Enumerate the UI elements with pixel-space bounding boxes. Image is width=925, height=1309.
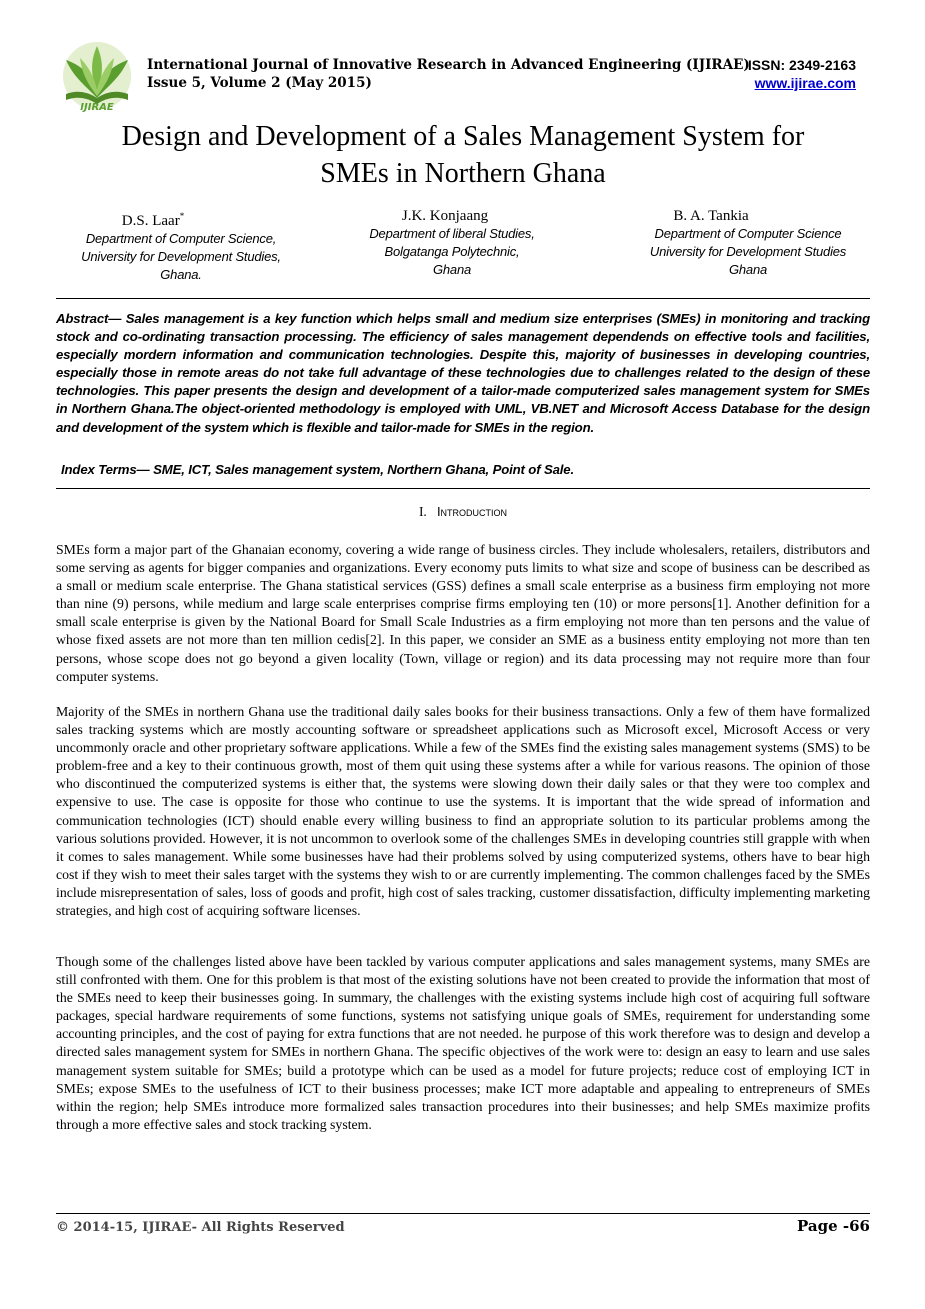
paper-title — [56, 118, 870, 192]
section-title: Introduction — [436, 504, 508, 519]
author-name-text: D.S. Laar — [121, 213, 180, 229]
author-block — [56, 207, 306, 284]
abstract: Abstract— Sales management is a key function which helps small and medium size enterprises (SMEs) in monitoring and tracking stock and co-ordinating transaction processing. The efficiency of sales management dependends on effective tools and facilities, especially mordern information and communication technologies. Despite this, majority of businesses in developing countries, especially those in remote areas do not take full advantage of these technologies due to challenges related to the design of these technologies. This paper presents the design and development of a tailor-made computerized sales management system for SMEs in Northern Ghana.The object-oriented methodology is employed with UML, VB.NET and Microsoft Access Database for the design and development of the system which is flexible and tailor-made for SMEs in the region. — [56, 311, 870, 435]
author-affiliation-org: University for Development Studies, — [81, 249, 281, 264]
body-paragraph: SMEs form a major part of the Ghanaian economy, covering a wide range of business circles. They include wholesalers, retailers, distributors and some serving as agents for bigger companies and organizations. Every economy puts limits to what size and scope of business can be described as a small or medium scale enterprise. The Ghana statistical services (GSS) defines a small scale enterprise as a business firm employing not more than nine (9) persons, while medium and large scale enterprises comprise firms employing ten (10) or more persons[1]. Another definition for a small scale enterprise is given by the National Board for Small Scale Industries as a firm employing not more than ten persons and the value of whose fixed assets are not more than ten million cedis[2]. In this paper, we consider an SME as a business entity employing not more than ten persons, whose scope does not go beyond a given locality (Town, village or region) and its data processing may not require more than four computer systems. — [56, 542, 870, 684]
title-line-2: SMEs in Northern Ghana — [320, 158, 606, 189]
author-name: J.K. Konjaang — [401, 208, 489, 224]
divider — [56, 298, 870, 299]
author-block — [626, 207, 870, 279]
title-line-1: Design and Development of a Sales Management System for — [121, 121, 805, 152]
issn: ISSN: 2349-2163 — [747, 57, 856, 73]
author-affiliation-country: Ghana — [432, 262, 472, 277]
index-terms: Index Terms— SME, ICT, Sales management system, Northern Ghana, Point of Sale. — [61, 462, 575, 477]
author-affiliation-org: Bolgatanga Polytechnic, — [384, 244, 520, 259]
section-number: I. — [418, 504, 427, 519]
journal-name: International Journal of Innovative Research in Advanced Engineering (IJIRAE) — [147, 57, 750, 73]
journal-website-link[interactable]: www.ijirae.com — [754, 75, 856, 91]
author-name: B. A. Tankia — [673, 208, 749, 224]
body-paragraph: Though some of the challenges listed above have been tackled by various computer applications and sales management systems, many SMEs are still confronted with them. One for this problem is that most of the existing solutions have not been created to provide the information that most of the SMEs need to keep their businesses going. In summary, the challenges with the existing systems include high cost of acquiring full software packages, special hardware requirements of some functions, systems not satisfying unique goals of SMEs, requirement for understanding some accounting principles, and the cost of paying for extra functions that are not needed. he purpose of this work therefore was to design and develop a directed sales management system for SMEs in northern Ghana. The specific objectives of the work were to: design an easy to learn and use sales management system suitable for SMEs; build a prototype which can be used as a model for future projects; reduce cost of employing ICT in SMEs; expose SMEs to the usefulness of ICT to their business processes; make ICT more adaptable and appealing to entrepreneurs of SMEs within the region; help SMEs introduce more formalized sales transaction procedures into their businesses; and help SMEs maximize profits through a more effective sales and stock tracking system. — [56, 954, 870, 1132]
author-affiliation-org: University for Development Studies — [649, 244, 847, 259]
author-affiliation-country: Ghana — [728, 262, 768, 277]
corresponding-mark: * — [179, 211, 185, 221]
author-affiliation-country: Ghana. — [160, 267, 202, 282]
author-affiliation-dept: Department of Computer Science, — [85, 231, 277, 246]
author-name — [56, 207, 306, 230]
author-block — [340, 207, 564, 279]
logo-wordmark: IJIRAE — [80, 102, 114, 113]
author-affiliation-dept: Department of Computer Science — [654, 226, 842, 241]
body-paragraph: Majority of the SMEs in northern Ghana use the traditional daily sales books for their business transactions. Only a few of them have formalized sales tracking systems which are mostly accounting software or spreadsheet applications such as Microsoft excel, Microsoft Access or very uncommonly oracle and other proprietary software applications. While a few of the SMEs find the existing sales management systems (SMS) to be problem-free and a key to their continuous growth, most of them quit using these systems after a while for various reasons. The opinion of those who discontinued the computerized systems is either that, the systems were slowing down their daily sales or that they were too complex and expensive to use. The case is opposite for those who continue to use the systems. It is important that the wide spread of information and communication technologies (ICT) should enable every willing business to find an appropriate solution to its particular problems among the various solutions provided. However, it is not uncommon to overlook some of the challenges SMEs in developing countries still grapple with when it comes to sales management. While some businesses have had their problems solved by using computerized systems, others have to bear high cost if they wish to meet their sales target with the systems they wish to or are currently implementing. The common challenges faced by the SMEs include misrepresentation of sales, loss of goods and profit, high cost of sales tracking, customer dissatisfaction, difficulty implementing marketing strategies, and high cost of acquiring software licenses. — [56, 704, 870, 919]
section-heading — [56, 503, 870, 520]
page-number: Page -66 — [797, 1217, 870, 1235]
journal-logo — [52, 38, 142, 116]
divider — [56, 488, 870, 489]
copyright: © 2014-15, IJIRAE- All Rights Reserved — [56, 1220, 345, 1235]
footer-divider — [56, 1213, 870, 1214]
journal-issue: Issue 5, Volume 2 (May 2015) — [147, 75, 372, 91]
author-affiliation-dept: Department of liberal Studies, — [369, 226, 535, 241]
